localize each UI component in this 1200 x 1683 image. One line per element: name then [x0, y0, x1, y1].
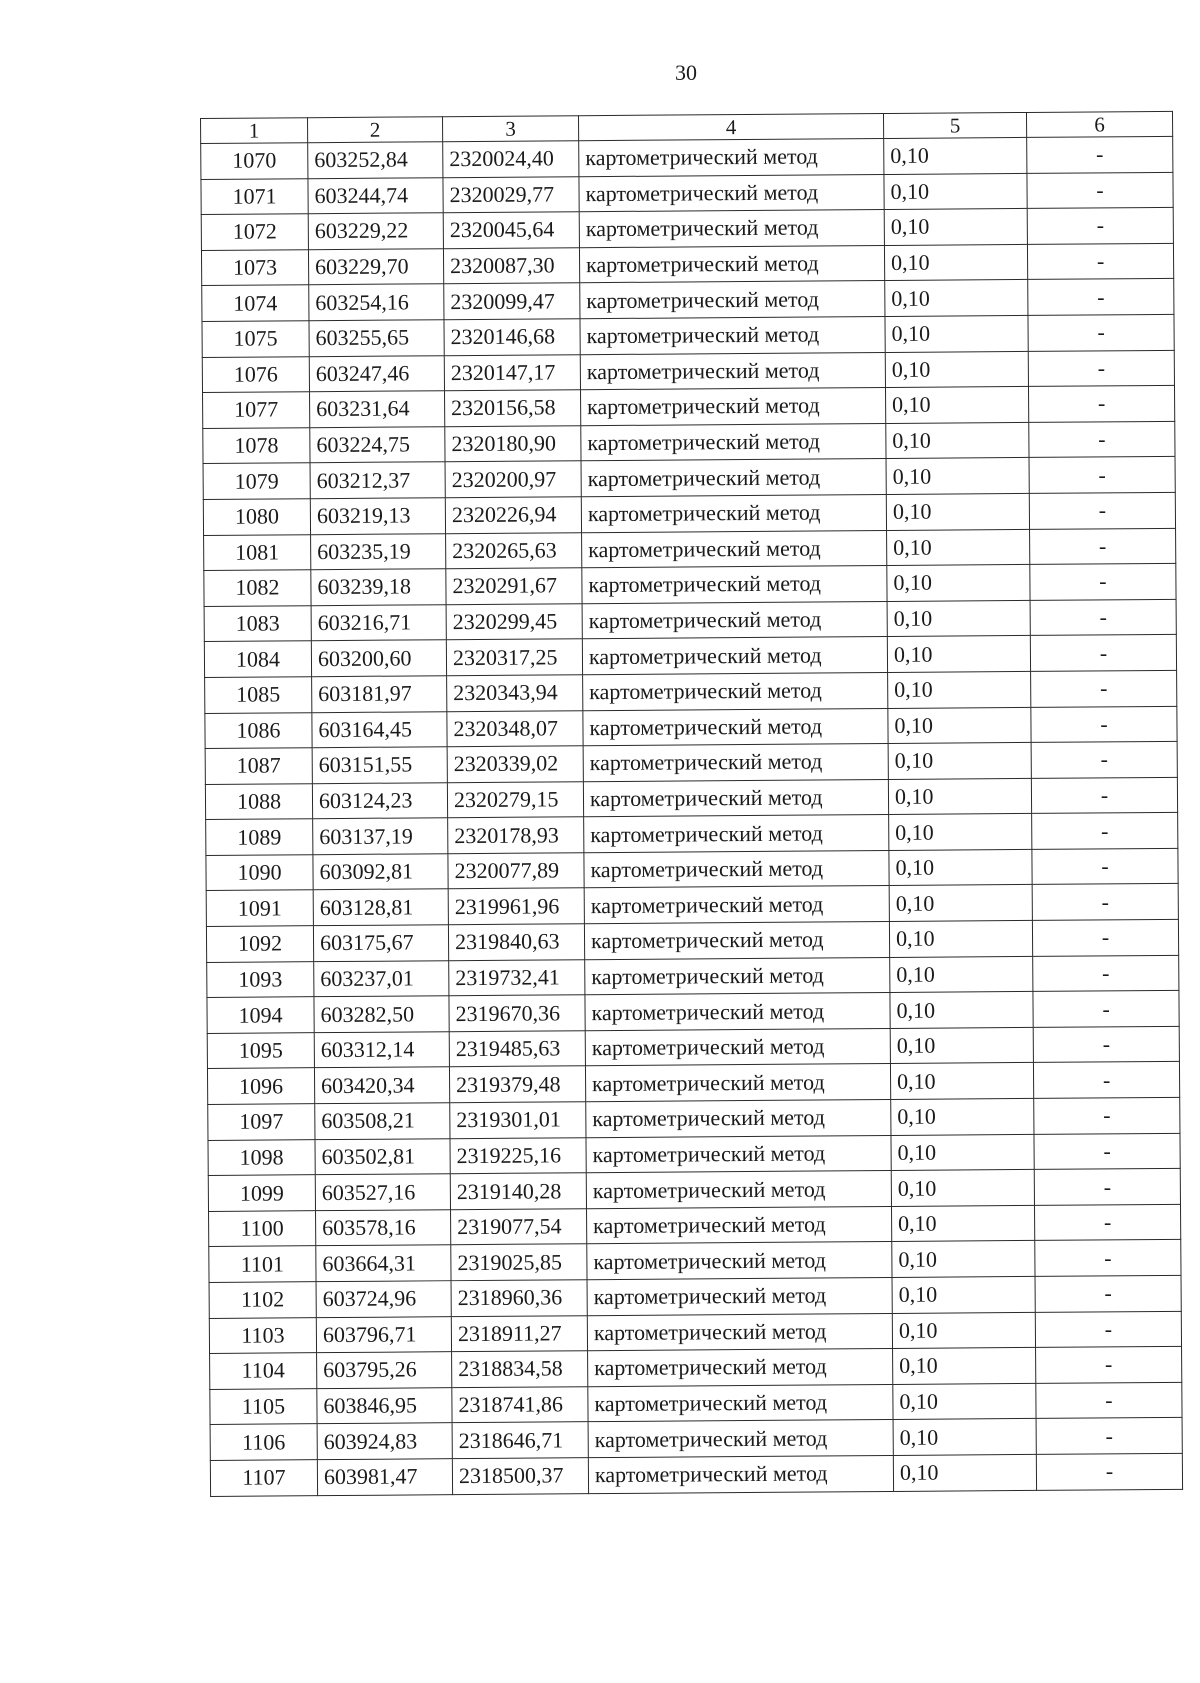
- method-cell: картометрический метод: [579, 245, 884, 283]
- x-coordinate-cell: 603527,16: [315, 1174, 450, 1211]
- method-cell: картометрический метод: [583, 708, 888, 746]
- point-number-cell: 1095: [207, 1033, 314, 1069]
- x-coordinate-cell: 603508,21: [315, 1103, 450, 1140]
- note-cell: -: [1030, 563, 1176, 600]
- note-cell: -: [1028, 386, 1174, 423]
- method-cell: картометрический метод: [583, 779, 888, 817]
- point-number-cell: 1078: [203, 427, 310, 463]
- y-coordinate-cell: 2319077,54: [451, 1209, 587, 1246]
- x-coordinate-cell: 603254,16: [309, 284, 444, 321]
- accuracy-cell: 0,10: [891, 1098, 1034, 1135]
- note-cell: -: [1027, 136, 1173, 173]
- x-coordinate-cell: 603092,81: [313, 854, 448, 891]
- accuracy-cell: 0,10: [893, 1383, 1036, 1420]
- x-coordinate-cell: 603312,14: [314, 1032, 449, 1069]
- accuracy-cell: 0,10: [884, 209, 1027, 246]
- x-coordinate-cell: 603247,46: [309, 355, 444, 392]
- note-cell: -: [1035, 1311, 1181, 1348]
- note-cell: -: [1027, 172, 1173, 209]
- accuracy-cell: 0,10: [891, 1170, 1034, 1207]
- x-coordinate-cell: 603229,70: [308, 249, 443, 286]
- x-coordinate-cell: 603282,50: [314, 996, 449, 1033]
- accuracy-cell: 0,10: [886, 458, 1029, 495]
- accuracy-cell: 0,10: [890, 956, 1033, 993]
- point-number-cell: 1076: [202, 356, 309, 392]
- point-number-cell: 1092: [206, 926, 313, 962]
- point-number-cell: 1079: [203, 463, 310, 499]
- note-cell: -: [1027, 208, 1173, 245]
- point-number-cell: 1074: [202, 285, 309, 321]
- y-coordinate-cell: 2320045,64: [443, 212, 579, 249]
- point-number-cell: 1087: [205, 748, 312, 784]
- accuracy-cell: 0,10: [887, 565, 1030, 602]
- note-cell: -: [1029, 492, 1175, 529]
- point-number-cell: 1097: [208, 1104, 315, 1140]
- y-coordinate-cell: 2320265,63: [446, 532, 582, 569]
- y-coordinate-cell: 2319225,16: [450, 1137, 586, 1174]
- point-number-cell: 1093: [207, 961, 314, 997]
- x-coordinate-cell: 603664,31: [316, 1245, 451, 1282]
- accuracy-cell: 0,10: [885, 315, 1028, 352]
- method-cell: картометрический метод: [582, 601, 887, 639]
- header-cell-note: 6: [1026, 111, 1172, 137]
- note-cell: -: [1035, 1240, 1181, 1277]
- accuracy-cell: 0,10: [891, 1205, 1034, 1242]
- accuracy-cell: 0,10: [888, 743, 1031, 780]
- y-coordinate-cell: 2319485,63: [449, 1031, 585, 1068]
- note-cell: -: [1031, 670, 1177, 707]
- note-cell: -: [1030, 635, 1176, 672]
- header-cell-x: 2: [308, 117, 443, 143]
- point-number-cell: 1106: [210, 1424, 317, 1460]
- accuracy-cell: 0,10: [889, 814, 1032, 851]
- accuracy-cell: 0,10: [893, 1348, 1036, 1385]
- point-number-cell: 1080: [203, 499, 310, 535]
- x-coordinate-cell: 603244,74: [308, 177, 443, 214]
- x-coordinate-cell: 603252,84: [308, 142, 443, 179]
- x-coordinate-cell: 603724,96: [316, 1281, 451, 1318]
- y-coordinate-cell: 2320087,30: [443, 248, 579, 285]
- accuracy-cell: 0,10: [893, 1419, 1036, 1456]
- accuracy-cell: 0,10: [889, 885, 1032, 922]
- y-coordinate-cell: 2320339,02: [447, 746, 583, 783]
- note-cell: -: [1031, 706, 1177, 743]
- x-coordinate-cell: 603235,19: [311, 533, 446, 570]
- note-cell: -: [1030, 528, 1176, 565]
- method-cell: картометрический метод: [581, 423, 886, 461]
- method-cell: картометрический метод: [585, 993, 890, 1031]
- note-cell: -: [1036, 1453, 1182, 1490]
- page-number: 30: [675, 60, 697, 85]
- accuracy-cell: 0,10: [890, 992, 1033, 1029]
- method-cell: картометрический метод: [581, 388, 886, 426]
- point-number-cell: 1105: [210, 1388, 317, 1424]
- header-cell-point-number: 1: [201, 118, 308, 144]
- method-cell: картометрический метод: [585, 1064, 890, 1102]
- x-coordinate-cell: 603231,64: [310, 391, 445, 428]
- point-number-cell: 1094: [207, 997, 314, 1033]
- point-number-cell: 1107: [210, 1460, 317, 1496]
- x-coordinate-cell: 603175,67: [313, 925, 448, 962]
- method-cell: картометрический метод: [582, 530, 887, 568]
- accuracy-cell: 0,10: [885, 280, 1028, 317]
- x-coordinate-cell: 603151,55: [312, 747, 447, 784]
- y-coordinate-cell: 2318500,37: [452, 1458, 588, 1495]
- point-number-cell: 1082: [204, 570, 311, 606]
- method-cell: картометрический метод: [580, 352, 885, 390]
- method-cell: картометрический метод: [579, 210, 884, 248]
- method-cell: картометрический метод: [586, 1135, 891, 1173]
- point-number-cell: 1099: [208, 1175, 315, 1211]
- y-coordinate-cell: 2320348,07: [447, 710, 583, 747]
- accuracy-cell: 0,10: [884, 137, 1027, 174]
- y-coordinate-cell: 2320099,47: [444, 283, 580, 320]
- note-cell: -: [1033, 1026, 1179, 1063]
- x-coordinate-cell: 603981,47: [317, 1459, 452, 1496]
- accuracy-cell: 0,10: [888, 671, 1031, 708]
- accuracy-cell: 0,10: [891, 1134, 1034, 1171]
- point-number-cell: 1085: [205, 677, 312, 713]
- note-cell: -: [1034, 1204, 1180, 1241]
- method-cell: картометрический метод: [579, 174, 884, 212]
- method-cell: картометрический метод: [582, 637, 887, 675]
- method-cell: картометрический метод: [579, 138, 884, 176]
- method-cell: картометрический метод: [580, 316, 885, 354]
- accuracy-cell: 0,10: [892, 1276, 1035, 1313]
- x-coordinate-cell: 603420,34: [314, 1067, 449, 1104]
- x-coordinate-cell: 603181,97: [312, 676, 447, 713]
- accuracy-cell: 0,10: [890, 1063, 1033, 1100]
- point-number-cell: 1088: [205, 783, 312, 819]
- note-cell: -: [1036, 1418, 1182, 1455]
- y-coordinate-cell: 2319840,63: [448, 924, 584, 961]
- accuracy-cell: 0,10: [887, 529, 1030, 566]
- method-cell: картометрический метод: [584, 850, 889, 888]
- point-number-cell: 1089: [206, 819, 313, 855]
- y-coordinate-cell: 2320147,17: [444, 354, 580, 391]
- accuracy-cell: 0,10: [890, 1027, 1033, 1064]
- point-number-cell: 1073: [201, 249, 308, 285]
- x-coordinate-cell: 603578,16: [316, 1210, 451, 1247]
- note-cell: -: [1035, 1275, 1181, 1312]
- x-coordinate-cell: 603795,26: [317, 1352, 452, 1389]
- x-coordinate-cell: 603212,37: [310, 462, 445, 499]
- x-coordinate-cell: 603239,18: [311, 569, 446, 606]
- point-number-cell: 1096: [207, 1068, 314, 1104]
- y-coordinate-cell: 2320029,77: [443, 176, 579, 213]
- note-cell: -: [1034, 1169, 1180, 1206]
- y-coordinate-cell: 2320180,90: [445, 425, 581, 462]
- point-number-cell: 1100: [209, 1210, 316, 1246]
- note-cell: -: [1030, 599, 1176, 636]
- note-cell: -: [1036, 1347, 1182, 1384]
- x-coordinate-cell: 603128,81: [313, 889, 448, 926]
- header-cell-accuracy: 5: [883, 112, 1026, 138]
- point-number-cell: 1081: [204, 534, 311, 570]
- note-cell: -: [1033, 1062, 1179, 1099]
- y-coordinate-cell: 2319732,41: [449, 959, 585, 996]
- note-cell: -: [1032, 848, 1178, 885]
- point-number-cell: 1098: [208, 1139, 315, 1175]
- point-number-cell: 1101: [209, 1246, 316, 1282]
- method-cell: картометрический метод: [587, 1277, 892, 1315]
- point-number-cell: 1077: [203, 392, 310, 428]
- y-coordinate-cell: 2320200,97: [445, 461, 581, 498]
- y-coordinate-cell: 2318960,36: [451, 1280, 587, 1317]
- accuracy-cell: 0,10: [885, 351, 1028, 388]
- y-coordinate-cell: 2320343,94: [447, 675, 583, 712]
- header-cell-y: 3: [442, 116, 578, 142]
- note-cell: -: [1029, 457, 1175, 494]
- accuracy-cell: 0,10: [885, 387, 1028, 424]
- y-coordinate-cell: 2318646,71: [452, 1422, 588, 1459]
- accuracy-cell: 0,10: [886, 422, 1029, 459]
- y-coordinate-cell: 2318741,86: [452, 1386, 588, 1423]
- x-coordinate-cell: 603502,81: [315, 1138, 450, 1175]
- x-coordinate-cell: 603846,95: [317, 1387, 452, 1424]
- x-coordinate-cell: 603796,71: [316, 1316, 451, 1353]
- note-cell: -: [1033, 955, 1179, 992]
- point-number-cell: 1086: [205, 712, 312, 748]
- method-cell: картометрический метод: [584, 922, 889, 960]
- y-coordinate-cell: 2319670,36: [449, 995, 585, 1032]
- y-coordinate-cell: 2319140,28: [450, 1173, 586, 1210]
- point-number-cell: 1102: [209, 1282, 316, 1318]
- accuracy-cell: 0,10: [884, 244, 1027, 281]
- method-cell: картометрический метод: [583, 672, 888, 710]
- y-coordinate-cell: 2320156,58: [445, 390, 581, 427]
- coordinates-table: [200, 111, 1183, 1497]
- point-number-cell: 1071: [201, 178, 308, 214]
- accuracy-cell: 0,10: [893, 1454, 1036, 1491]
- x-coordinate-cell: 603216,71: [311, 604, 446, 641]
- accuracy-cell: 0,10: [887, 636, 1030, 673]
- accuracy-cell: 0,10: [887, 600, 1030, 637]
- y-coordinate-cell: 2320226,94: [445, 497, 581, 534]
- point-number-cell: 1070: [201, 143, 308, 179]
- method-cell: картометрический метод: [584, 815, 889, 853]
- method-cell: картометрический метод: [580, 281, 885, 319]
- y-coordinate-cell: 2320317,25: [446, 639, 582, 676]
- y-coordinate-cell: 2320299,45: [446, 603, 582, 640]
- x-coordinate-cell: 603164,45: [312, 711, 447, 748]
- y-coordinate-cell: 2320024,40: [443, 141, 579, 178]
- note-cell: -: [1033, 991, 1179, 1028]
- point-number-cell: 1083: [204, 605, 311, 641]
- y-coordinate-cell: 2319961,96: [448, 888, 584, 925]
- method-cell: картометрический метод: [588, 1384, 893, 1422]
- method-cell: картометрический метод: [585, 957, 890, 995]
- accuracy-cell: 0,10: [892, 1312, 1035, 1349]
- y-coordinate-cell: 2320178,93: [448, 817, 584, 854]
- point-number-cell: 1104: [210, 1353, 317, 1389]
- note-cell: -: [1034, 1097, 1180, 1134]
- note-cell: -: [1032, 884, 1178, 921]
- x-coordinate-cell: 603924,83: [317, 1423, 452, 1460]
- method-cell: картометрический метод: [581, 494, 886, 532]
- note-cell: -: [1029, 421, 1175, 458]
- accuracy-cell: 0,10: [892, 1241, 1035, 1278]
- method-cell: картометрический метод: [581, 459, 886, 497]
- method-cell: картометрический метод: [584, 886, 889, 924]
- y-coordinate-cell: 2319379,48: [449, 1066, 585, 1103]
- x-coordinate-cell: 603137,19: [313, 818, 448, 855]
- x-coordinate-cell: 603255,65: [309, 320, 444, 357]
- y-coordinate-cell: 2320279,15: [447, 781, 583, 818]
- point-number-cell: 1090: [206, 855, 313, 891]
- point-number-cell: 1091: [206, 890, 313, 926]
- table-body: [201, 136, 1183, 1496]
- note-cell: -: [1032, 919, 1178, 956]
- y-coordinate-cell: 2320291,67: [446, 568, 582, 605]
- accuracy-cell: 0,10: [889, 920, 1032, 957]
- method-cell: картометрический метод: [587, 1206, 892, 1244]
- note-cell: -: [1034, 1133, 1180, 1170]
- x-coordinate-cell: 603229,22: [308, 213, 443, 250]
- y-coordinate-cell: 2319301,01: [450, 1102, 586, 1139]
- method-cell: картометрический метод: [582, 566, 887, 604]
- x-coordinate-cell: 603200,60: [311, 640, 446, 677]
- note-cell: -: [1028, 279, 1174, 316]
- point-number-cell: 1075: [202, 321, 309, 357]
- method-cell: картометрический метод: [583, 744, 888, 782]
- x-coordinate-cell: 603224,75: [310, 426, 445, 463]
- note-cell: -: [1031, 777, 1177, 814]
- x-coordinate-cell: 603124,23: [312, 782, 447, 819]
- x-coordinate-cell: 603237,01: [314, 960, 449, 997]
- method-cell: картометрический метод: [587, 1313, 892, 1351]
- y-coordinate-cell: 2319025,85: [451, 1244, 587, 1281]
- method-cell: картометрический метод: [588, 1349, 893, 1387]
- y-coordinate-cell: 2318911,27: [451, 1315, 587, 1352]
- note-cell: -: [1027, 243, 1173, 280]
- x-coordinate-cell: 603219,13: [310, 498, 445, 535]
- point-number-cell: 1072: [201, 214, 308, 250]
- y-coordinate-cell: 2320146,68: [444, 319, 580, 356]
- point-number-cell: 1084: [204, 641, 311, 677]
- note-cell: -: [1036, 1382, 1182, 1419]
- accuracy-cell: 0,10: [888, 707, 1031, 744]
- note-cell: -: [1028, 314, 1174, 351]
- method-cell: картометрический метод: [585, 1028, 890, 1066]
- method-cell: картометрический метод: [586, 1099, 891, 1137]
- method-cell: картометрический метод: [587, 1242, 892, 1280]
- y-coordinate-cell: 2320077,89: [448, 853, 584, 890]
- method-cell: картометрический метод: [588, 1455, 893, 1493]
- note-cell: -: [1032, 813, 1178, 850]
- method-cell: картометрический метод: [588, 1420, 893, 1458]
- note-cell: -: [1028, 350, 1174, 387]
- point-number-cell: 1103: [209, 1317, 316, 1353]
- accuracy-cell: 0,10: [886, 493, 1029, 530]
- method-cell: картометрический метод: [586, 1171, 891, 1209]
- header-cell-method: 4: [578, 113, 883, 140]
- y-coordinate-cell: 2318834,58: [452, 1351, 588, 1388]
- table-row: [210, 1453, 1182, 1496]
- accuracy-cell: 0,10: [889, 849, 1032, 886]
- accuracy-cell: 0,10: [884, 173, 1027, 210]
- accuracy-cell: 0,10: [888, 778, 1031, 815]
- note-cell: -: [1031, 741, 1177, 778]
